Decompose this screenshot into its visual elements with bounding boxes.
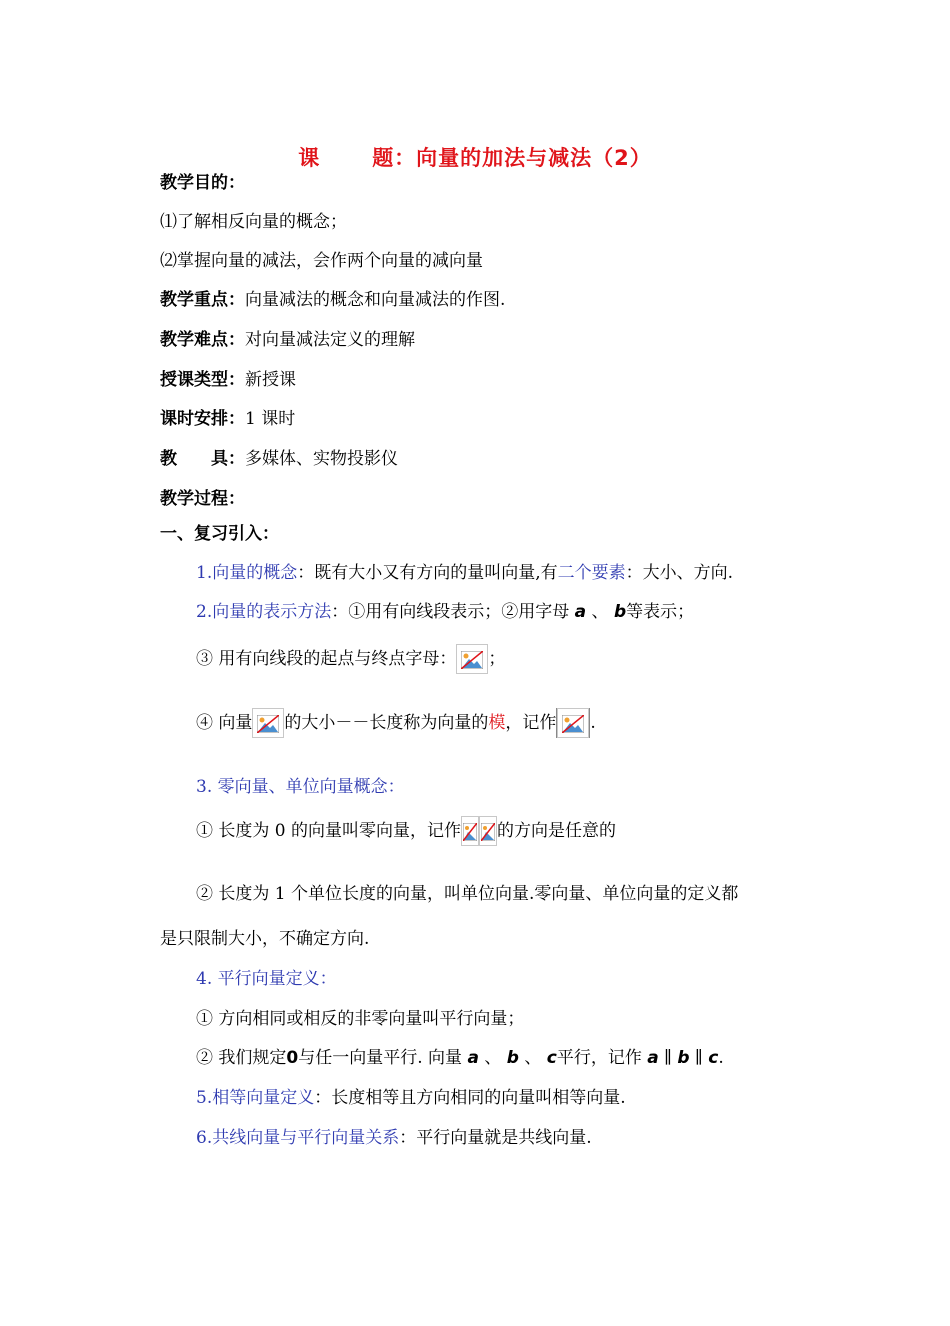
parallel-def: ① 方向相同或相反的非零向量叫平行向量； (196, 1009, 525, 1029)
unit-vector-line-2: 是只限制大小，不确定方向. (160, 929, 370, 949)
point-1: 1.向量的概念：既有大小又有方向的量叫向量,有二个要素：大小、方向. (196, 563, 734, 583)
key-point: 教学重点：向量减法的概念和向量减法的作图. (160, 290, 506, 310)
unit-vector-line-1: ② 长度为 1 个单位长度的向量，叫单位向量.零向量、单位向量的定义都 (196, 884, 739, 904)
point-4-heading: 4. 平行向量定义： (196, 969, 337, 989)
image-placeholder-icon (461, 816, 479, 846)
process-heading: 教学过程： (160, 489, 245, 509)
objectives-heading: 教学目的： (160, 173, 245, 193)
lesson-type: 授课类型：新授课 (160, 370, 296, 390)
schedule: 课时安排：1 课时 (160, 409, 296, 429)
page-title: 课 题：向量的加法与减法（2） (298, 146, 652, 170)
point-3-heading: 3. 零向量、单位向量概念： (196, 777, 405, 797)
objective-2: ⑵掌握向量的减法，会作两个向量的减向量 (160, 251, 483, 271)
point-5: 5.相等向量定义：长度相等且方向相同的向量叫相等向量. (196, 1088, 626, 1108)
point-6: 6.共线向量与平行向量关系：平行向量就是共线向量. (196, 1128, 592, 1148)
difficulty: 教学难点：对向量减法定义的理解 (160, 330, 415, 350)
objective-1: ⑴了解相反向量的概念； (160, 212, 347, 232)
image-placeholder-icon (479, 816, 497, 846)
point-4: ④ 向量 的大小－－长度称为向量的模，记作 . (196, 708, 596, 738)
zero-vector-line: ① 长度为 0 的向量叫零向量，记作 的方向是任意的 (196, 816, 616, 846)
section-review-intro: 一、复习引入： (160, 524, 279, 544)
point-2: 2.向量的表示方法：①用有向线段表示；②用字母 a 、 b等表示； (196, 602, 695, 622)
image-placeholder-icon (557, 708, 589, 738)
tools: 教 具：多媒体、实物投影仪 (160, 449, 398, 469)
image-placeholder-icon (456, 644, 488, 674)
point-3: ③ 用有向线段的起点与终点字母： ； (196, 644, 505, 674)
image-placeholder-icon (252, 708, 284, 738)
parallel-rule: ② 我们规定0与任一向量平行. 向量 a 、 b 、 c平行，记作 a ∥ b ∥ c. (196, 1048, 724, 1068)
